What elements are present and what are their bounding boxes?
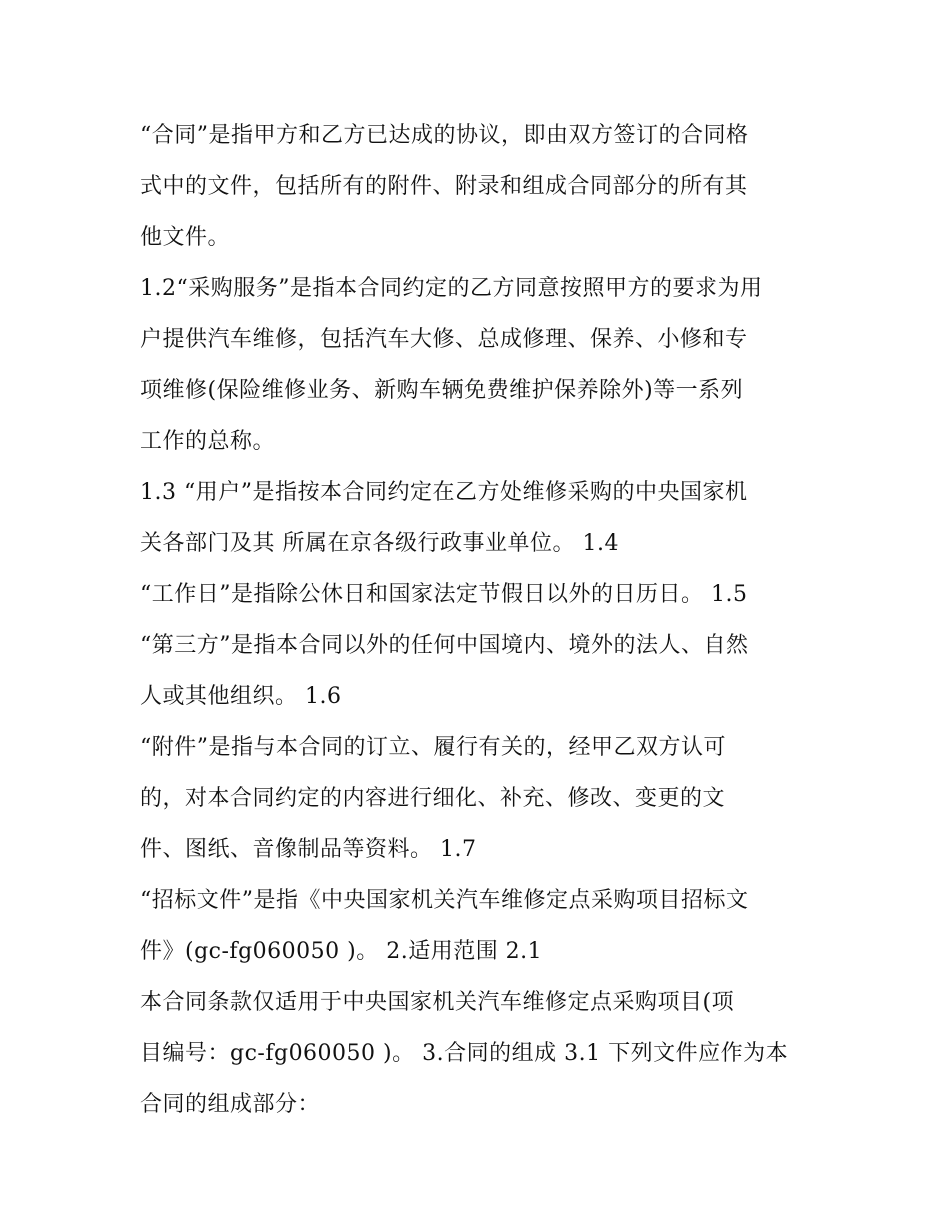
text-line: 人或其他组织。 1.6 (140, 684, 342, 709)
text-line: “合同”是指甲方和乙方已达成的协议，即由双方签订的合同格 (140, 123, 749, 148)
text-line: 1.2“采购服务”是指本合同约定的乙方同意按照甲方的要求为用 (140, 276, 763, 301)
text-line: “第三方”是指本合同以外的任何中国境内、境外的法人、自然 (140, 633, 749, 658)
text-line: 户提供汽车维修，包括汽车大修、总成修理、保养、小修和专 (140, 327, 748, 352)
text-line: 工作的总称。 (140, 429, 276, 454)
text-line: “工作日”是指除公休日和国家法定节假日以外的日历日。 1.5 (140, 582, 748, 607)
text-line: 件、图纸、音像制品等资料。 1.7 (140, 837, 477, 862)
text-line: 件》(gc-fg060050 )。 2.适用范围 2.1 (140, 939, 543, 964)
text-line: 关各部门及其 所属在京各级行政事业单位。 1.4 (140, 531, 619, 556)
text-line: 的，对本合同约定的内容进行细化、补充、修改、变更的文 (140, 786, 726, 811)
text-line: 式中的文件，包括所有的附件、附录和组成合同部分的所有其 (140, 174, 748, 199)
text-line: 项维修(保险维修业务、新购车辆免费维护保养除外)等一系列 (140, 378, 744, 403)
text-line: 合同的组成部分： (140, 1092, 321, 1117)
text-line: 本合同条款仅适用于中央国家机关汽车维修定点采购项目(项 (140, 990, 735, 1015)
text-line: 1.3 “用户”是指按本合同约定在乙方处维修采购的中央国家机 (140, 480, 748, 505)
contract-text-block (140, 110, 820, 1130)
text-line: “附件”是指与本合同的订立、履行有关的，经甲乙双方认可 (140, 735, 726, 760)
text-line: 他文件。 (140, 225, 231, 250)
text-line: “招标文件”是指《中央国家机关汽车维修定点采购项目招标文 (140, 888, 749, 913)
text-line: 目编号：gc-fg060050 )。 3.合同的组成 3.1 下列文件应作为本 (140, 1041, 789, 1066)
